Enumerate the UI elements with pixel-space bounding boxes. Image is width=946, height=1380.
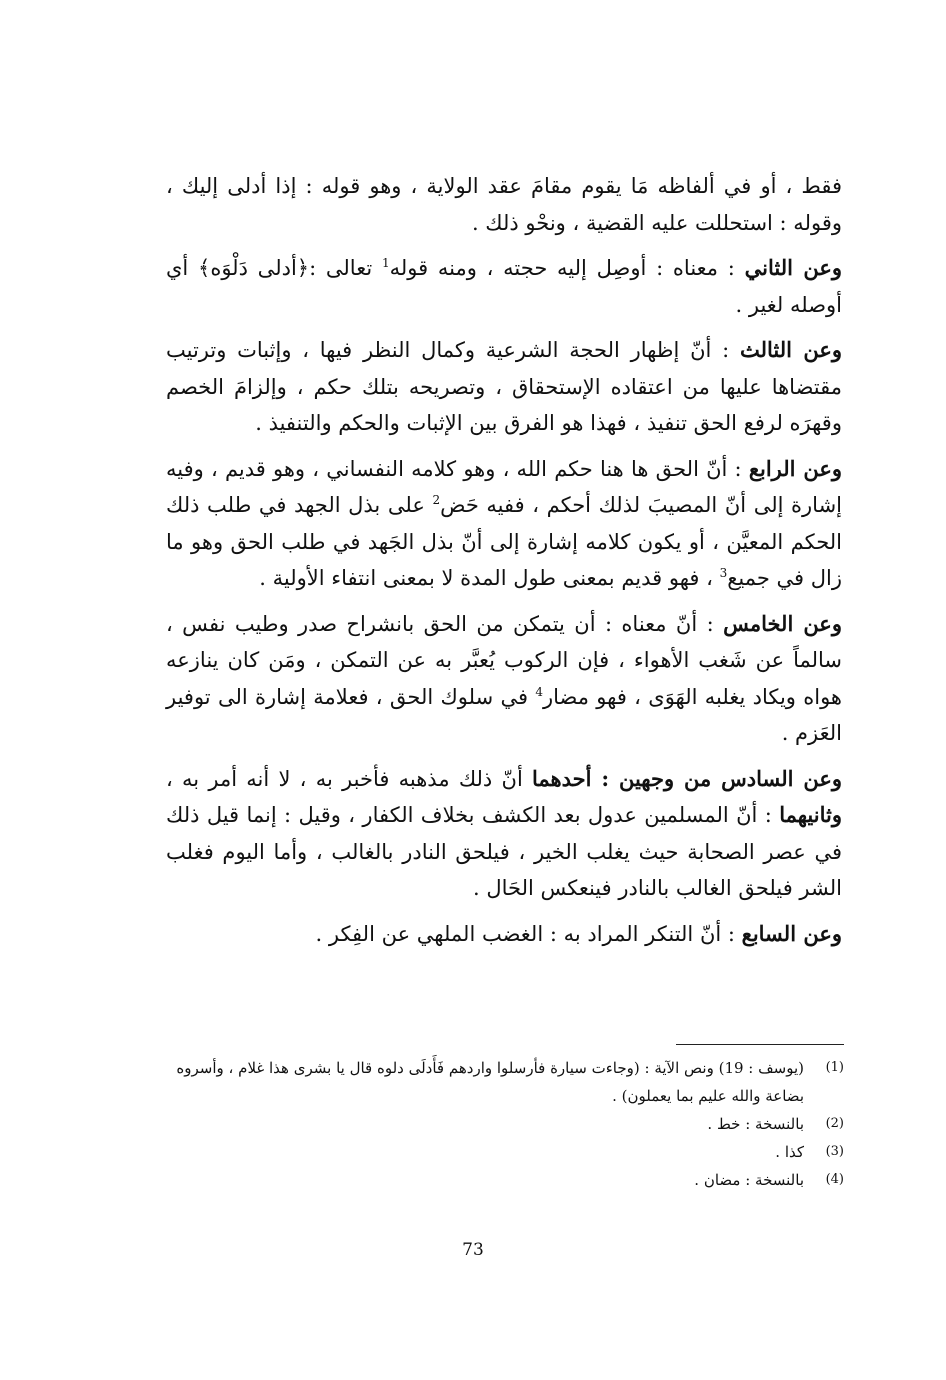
paragraph-text: : أنّ الحق ها هنا حكم الله ، وهو كلامه النفساني ، وهو قديم ، وفيه إشارة إلى أنّ المصيبَ لذلك أحكم ، ففيه حَض [166,456,843,517]
paragraph-text: : أنّ التنكر المراد به : الغضب الملهي عن الفِكر . [315,921,742,946]
page-number: 73 [462,1240,484,1260]
paragraph-heading: وعن الثالث [739,337,842,362]
paragraph-heading: وعن الثاني [744,255,843,280]
paragraph-text-continued: ، فهو قديم بمعنى طول المدة لا بمعنى انتفاء الأولية . [259,566,720,590]
paragraph-text: أنّ ذلك مذهبه فأخبر به ، لا أنه أمر به ، [166,766,533,791]
footnotes [166,1054,844,1194]
footnote [166,1110,844,1138]
paragraph-text: فقط ، أو في ألفاظه مَا يقوم مقامَ عقد الولاية ، وهو قوله : إذا أدلى إليك ، وقوله : استحللت عليه القضية ، ونحْو ذلك . [166,174,842,235]
paragraph-subheading: وثانيهما [779,802,842,827]
paragraph-seventh [166,916,842,953]
footnote-number: (3) [825,1144,844,1159]
footnote-number: (2) [825,1116,844,1131]
footnote-number: (4) [825,1172,844,1187]
footnote [166,1054,844,1110]
paragraph-heading: وعن الخامس [723,610,842,636]
footnote-ref: 3 [719,566,728,580]
paragraph-sixth [166,761,842,907]
paragraph-text-continued: على بذل الجهد في طلب ذلك الحكم المعيَّن ، أو يكون كلامه إشارة إلى أنّ بذل الجَهد في طلب الحق وهو ما زال في جميع [166,493,842,590]
paragraph-text-continued: : أنّ المسلمين عدول بعد الكشف بخلاف الكفار ، وقيل : إنما قيل ذلك في عصر الصحابة حيث يغلب الخير ، فيلحق النادر بالغالب ، وأما اليوم فغلب الشر فيلحق الغالب بالنادر فينعكس الحَال . [166,803,842,900]
footnote-text: بالنسخة : خط . [707,1115,804,1133]
footnote-text: (يوسف : 19) ونص الآية : (وجاءت سيارة فأرسلوا واردهم فَأَدلَى دلوه قال يا بشرى هذا غلام ، وأسروه بضاعة والله عليم بما يعملون) . [176,1059,804,1105]
paragraph-text-continued: تعالى :﴿أدلى دَلْوَه﴾ أي أوصله لغير . [166,256,842,317]
paragraph-heading: وعن الرابع [748,455,842,481]
footnote-number: (1) [825,1060,844,1075]
footnote-ref: 4 [535,684,543,699]
paragraph-intro [166,168,842,241]
paragraph-text: : أنّ معناه : أن يتمكن من الحق بانشراح صدر وطيب نفس ، سالماً عن شَغب الأهواء ، فإن الركوب يُعبَّر به عن التمكن ، ومَن كان ينازعه هواه ويكاد يغلبه الهَوَى ، فهو مضار [166,611,842,709]
paragraph-text: : أنّ إظهار الحجة الشرعية وكمال النظر فيها ، وإثبات وترتيب مقتضاها عليها من اعتقاده الإستحقاق ، وتصريحه بتلك حكم ، وإلزامَ الخصم وقهرَه لرفع الحق تنفيذ ، فهذا هو الفرق بين الإثبات والحكم والتنفيذ . [166,338,842,435]
paragraph-heading: وعن السادس من وجهين : أحدهما [532,765,842,791]
footnote-text: كذا . [775,1143,804,1161]
paragraph-text-continued: في سلوك الحق ، فعلامة إشارة الى توفير العَزم . [166,684,842,745]
main-text [166,168,842,961]
paragraph-fifth [166,606,842,752]
footnote-ref: 2 [432,493,441,507]
paragraph-heading: وعن السابع [741,920,842,946]
footnote-ref: 1 [381,256,390,270]
footnote [166,1138,844,1166]
footnote [166,1166,844,1194]
paragraph-fourth [166,451,842,597]
footnote-divider [676,1044,844,1045]
paragraph-second [166,250,842,323]
paragraph-text: : معناه : أوصِل إليه حجته ، ومنه قوله [389,256,745,280]
paragraph-third [166,332,842,442]
footnote-text: بالنسخة : مضان . [694,1171,804,1189]
